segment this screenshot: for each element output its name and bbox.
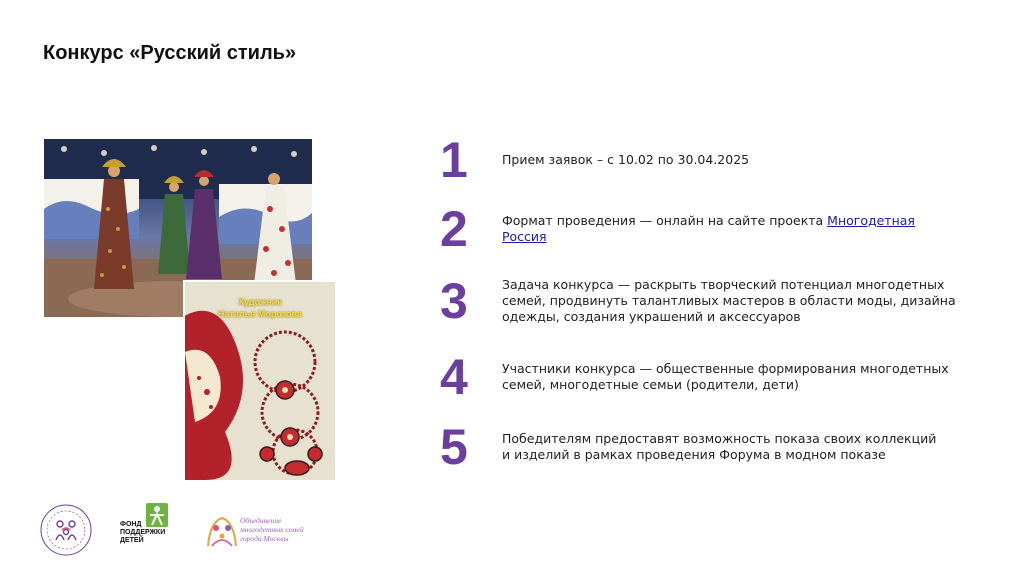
list-item-3: [440, 273, 962, 329]
item-text-line-1: Победителям предоставят возможность показа своих коллекций: [502, 431, 937, 446]
fund-logo-line-2: ПОДДЕРЖКИ: [120, 529, 166, 536]
item-text-line-2: и изделий в рамках проведения Форума в модном показе: [502, 447, 886, 462]
item-text: [502, 431, 962, 463]
item-number: 5: [440, 419, 468, 475]
item-text: Прием заявок – с 10.02 по 30.04.2025: [502, 152, 750, 167]
association-emblem: [202, 512, 242, 552]
list-item-1: [440, 132, 962, 188]
item-text-before-link: Формат проведения — онлайн на сайте проекта: [502, 213, 828, 228]
mnogodetnaya-rossiya-logo: [38, 502, 94, 558]
mnogodetnaya-rossiya-emblem: [38, 502, 94, 558]
item-text: Участники конкурса — общественные формирования многодетных семей, многодетные семьи (родители, дети): [502, 361, 949, 392]
slide-title: Конкурс «Русский стиль»: [43, 42, 297, 64]
list-item-4: [440, 349, 962, 405]
association-logo: [202, 512, 314, 552]
item-number: 2: [440, 201, 468, 257]
fund-logo-line-1: ФОНД: [120, 521, 142, 528]
item-number: 3: [440, 273, 468, 329]
mnogodetnaya-rossiya-link[interactable]: Многодетная Россия: [502, 213, 915, 244]
item-text: Задача конкурса — раскрыть творческий потенциал многодетных семей, продвинуть талантливых мастеров в области моды, дизайна одежды, создания украшений и аксессуаров: [502, 277, 956, 324]
item-number: 4: [440, 349, 468, 405]
item-text: [502, 213, 962, 245]
item-number: 1: [440, 132, 468, 188]
fund-logo-line-3: ДЕТЕЙ: [120, 537, 144, 544]
jewelry-caption-artist: Художник: [238, 297, 282, 307]
jewelry-caption-name: Наталья Морозова: [218, 309, 302, 319]
association-line-1: Объединение: [240, 516, 282, 525]
fund-logo: [120, 503, 176, 555]
association-line-2: многодетных семей: [240, 525, 304, 534]
jewelry-photo: [183, 280, 335, 480]
association-line-3: города Москвы: [240, 534, 289, 543]
list-item-5: [440, 419, 962, 475]
list-item-2: [440, 201, 962, 257]
